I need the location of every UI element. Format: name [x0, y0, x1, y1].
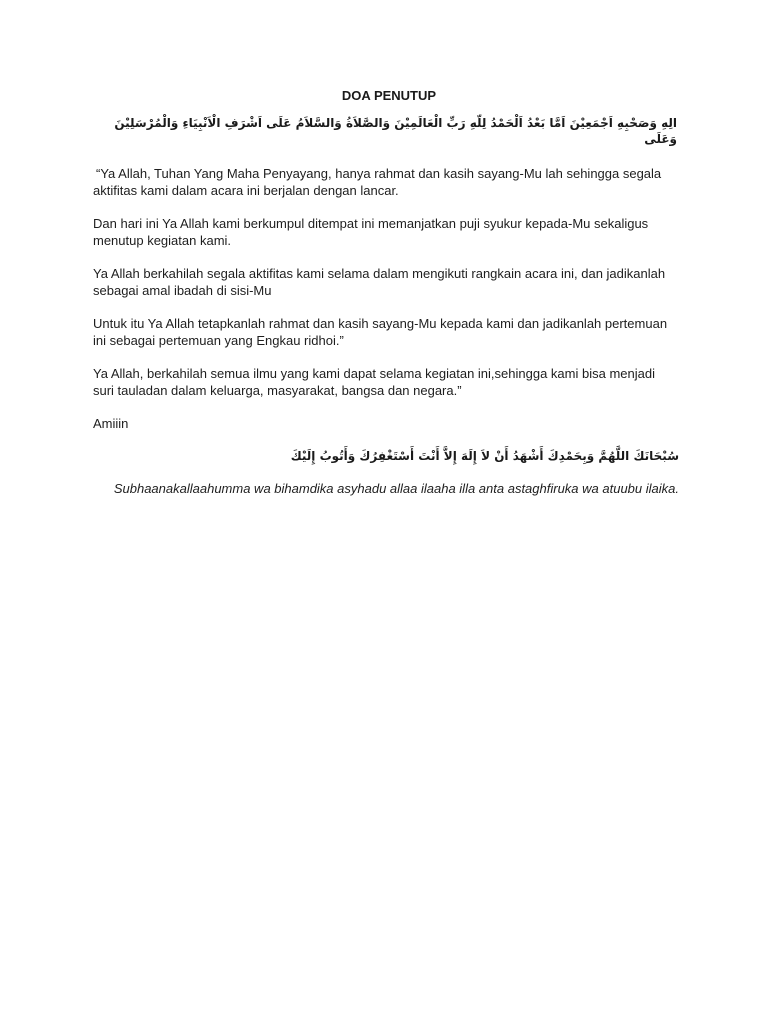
amen-text: Amiiin [93, 416, 129, 431]
paragraph-3: Ya Allah berkahilah segala aktifitas kami selama dalam mengikuti rangkain acara ini, dan jadikanlah sebagai amal ibadah di sisi-Mu [93, 266, 666, 298]
closing-transliteration: Subhaanakallaahumma wa bihamdika asyhadu allaa ilaaha illa anta astaghfiruka wa atuubu ilaika. [113, 481, 679, 496]
paragraph-2: Dan hari ini Ya Allah kami berkumpul ditempat ini memanjatkan puji syukur kepada-Mu sekaligus menutup kegiatan kami. [93, 216, 649, 248]
opening-arabic-text: الِهِ وَصَحْبِهِ اَجْمَعِيْنَ اَمَّا بَعْدُ اَلْحَمْدُ لِلّهِ رَبِّ الْعَالَمِيْنَ وَالصَّلاَةُ وَالسَّلاَمُ عَلَى اَشْرَفِ الْاَنْبِيَاءِ وَالْمُرْسَلِيْنَ وَعَلَى [114, 116, 677, 146]
paragraph-5: Ya Allah, berkahilah semua ilmu yang kami dapat selama kegiatan ini,sehingga kami bisa menjadi suri tauladan dalam keluarga, masyarakat, bangsa dan negara.” [93, 366, 655, 398]
document-title: DOA PENUTUP [341, 88, 437, 103]
paragraph-4: Untuk itu Ya Allah tetapkanlah rahmat dan kasih sayang-Mu kepada kami dan jadikanlah pertemuan ini sebagai pertemuan yang Engkau ridhoi.” [93, 316, 668, 348]
paragraph-1: “Ya Allah, Tuhan Yang Maha Penyayang, hanya rahmat dan kasih sayang-Mu lah sehingga segala aktifitas kami dalam acara ini berjalan dengan lancar. [93, 166, 662, 198]
document-content [93, 88, 679, 497]
closing-arabic-text: سُبْحَانَكَ اللَّهُمَّ وَبِحَمْدِكَ أَشْهَدُ أَنْ لاَ إِلَهَ إِلاَّ أَنْتَ أَسْتَغْفِرُكَ وَأَتُوبُ إِلَيْكَ [290, 449, 679, 463]
